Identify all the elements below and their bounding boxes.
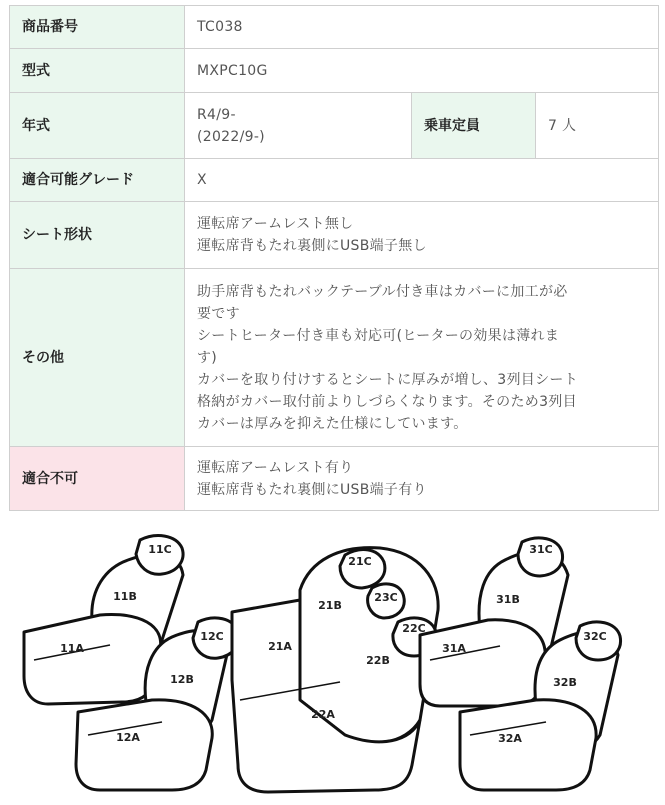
seat-label: 22C xyxy=(402,622,426,635)
other-line: 格納がカバー取付前よりしづらくなります。そのため3列目 xyxy=(197,393,577,410)
seat-label: 12A xyxy=(116,731,140,744)
not-compatible-line: 運転席アームレスト有り xyxy=(197,459,354,476)
other-line: カバーを取り付けするとシートに厚みが増し、3列目シート xyxy=(197,371,579,388)
other-line: 要です xyxy=(197,305,240,322)
seat-label: 31C xyxy=(529,543,553,556)
other-line: す) xyxy=(197,349,218,366)
seat-layout-diagram xyxy=(0,520,665,805)
other-line: シートヒーター付き車も対応可(ヒーターの効果は薄れま xyxy=(197,327,560,344)
year-label: 年式 xyxy=(10,93,185,159)
year-value xyxy=(185,93,412,159)
seat-label: 11A xyxy=(60,642,84,655)
seat-32-cushion xyxy=(460,700,596,790)
other-line: 助手席背もたれバックテーブル付き車はカバーに加工が必 xyxy=(197,283,568,300)
seat-label: 11B xyxy=(113,590,137,603)
capacity-label: 乗車定員 xyxy=(412,93,536,159)
table-row xyxy=(10,202,659,269)
table-row xyxy=(10,6,659,49)
grade-value: X xyxy=(185,159,659,202)
not-compatible-value xyxy=(185,447,659,511)
other-value xyxy=(185,269,659,447)
product-number-label: 商品番号 xyxy=(10,6,185,49)
seat-label: 12B xyxy=(170,673,194,686)
seat-label: 11C xyxy=(148,543,172,556)
table-row xyxy=(10,159,659,202)
other-line: カバーは厚みを抑えた仕様にしています。 xyxy=(197,415,468,432)
not-compatible-line: 運転席背もたれ裏側にUSB端子有り xyxy=(197,481,427,498)
seat-label: 32B xyxy=(553,676,577,689)
seat-shape-line: 運転席アームレスト無し xyxy=(197,216,354,232)
table-row xyxy=(10,49,659,93)
seat-label: 31B xyxy=(496,593,520,606)
table-row xyxy=(10,93,659,159)
seat-label: 32C xyxy=(583,630,607,643)
seat-label: 22A xyxy=(311,708,335,721)
other-label: その他 xyxy=(10,269,185,447)
seat-label: 31A xyxy=(442,642,466,655)
capacity-value: 7 人 xyxy=(536,93,659,159)
seat-label: 12C xyxy=(200,630,224,643)
model-label: 型式 xyxy=(10,49,185,93)
seat-label: 32A xyxy=(498,732,522,745)
seat-label: 21A xyxy=(268,640,292,653)
table-row xyxy=(10,447,659,511)
year-value-line: (2022/9-) xyxy=(197,128,265,145)
seat-label: 21C xyxy=(348,555,372,568)
table-row xyxy=(10,269,659,447)
seat-label: 21B xyxy=(318,599,342,612)
spec-table xyxy=(9,5,659,511)
model-value: MXPC10G xyxy=(185,49,659,93)
seat-11-cushion xyxy=(24,615,161,704)
seat-shape-label: シート形状 xyxy=(10,202,185,269)
not-compatible-label: 適合不可 xyxy=(10,447,185,511)
seat-shape-line: 運転席背もたれ裏側にUSB端子無し xyxy=(197,238,427,254)
seat-label: 23C xyxy=(374,591,398,604)
product-number-value: TC038 xyxy=(185,6,659,49)
seat-label: 22B xyxy=(366,654,390,667)
seat-31-cushion xyxy=(420,620,545,706)
seat-12-cushion xyxy=(76,700,212,790)
year-value-line: R4/9- xyxy=(197,106,236,123)
seat-shape-value xyxy=(185,202,659,269)
grade-label: 適合可能グレード xyxy=(10,159,185,202)
